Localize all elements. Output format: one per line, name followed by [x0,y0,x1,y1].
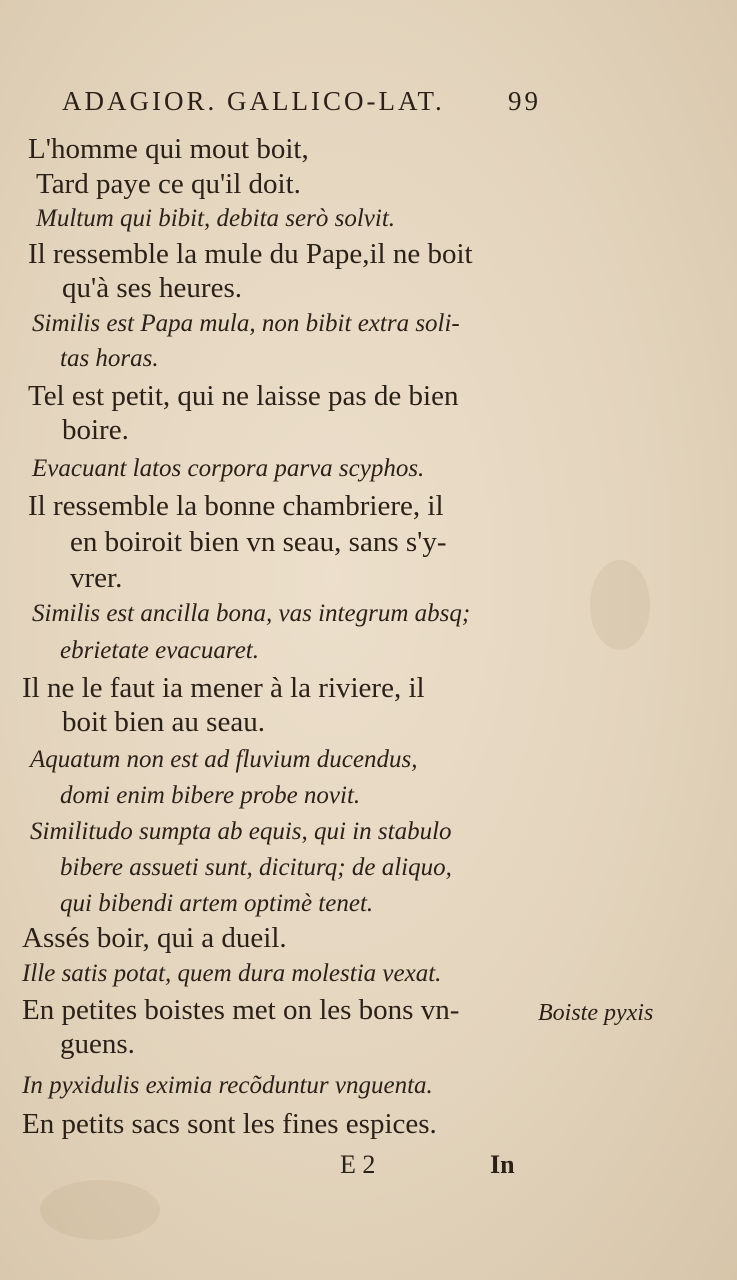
text-line: Multum qui bibit, debita serò solvit. [36,205,396,232]
text-line: Evacuant latos corpora parva scyphos. [32,455,425,482]
signature-mark: E 2 [340,1150,376,1179]
paper-stain [590,560,650,650]
text-line: vrer. [70,562,123,594]
text-line: boire. [62,414,129,446]
text-line: Ille satis potat, quem dura molestia vexat. [22,960,442,987]
text-line: qu'à ses heures. [62,272,242,304]
text-line: En petits sacs sont les fines espices. [22,1108,437,1140]
text-line: Il ressemble la bonne chambriere, il [28,490,444,522]
text-line: Similis est ancilla bona, vas integrum absq; [32,600,471,627]
page-number: 99 [508,86,541,116]
catchword: In [490,1150,515,1179]
text-line: tas horas. [60,345,159,372]
text-line: Tard paye ce qu'il doit. [36,168,301,200]
text-line: Similis est Papa mula, non bibit extra soli- [32,310,460,337]
text-line: Tel est petit, qui ne laisse pas de bien [28,380,459,412]
text-line: en boiroit bien vn seau, sans s'y- [70,526,447,558]
text-line: L'homme qui mout boit, [28,133,309,165]
text-line: Il ne le faut ia mener à la riviere, il [22,672,425,704]
text-line: Assés boir, qui a dueil. [22,922,287,954]
text-line: Aquatum non est ad fluvium ducendus, [30,746,418,773]
running-title: ADAGIOR. GALLICO-LAT. [62,86,445,116]
text-line: domi enim bibere probe novit. [60,782,361,809]
text-line: ebrietate evacuaret. [60,637,259,664]
margin-note: Boiste pyxis [538,1000,654,1026]
text-line: qui bibendi artem optimè tenet. [60,890,374,917]
text-line: boit bien au seau. [62,706,265,738]
text-line: guens. [60,1028,135,1060]
paper-stain [40,1180,160,1240]
text-line: bibere assueti sunt, diciturq; de aliquo, [60,854,452,881]
text-line: Il ressemble la mule du Pape,il ne boit [28,238,473,270]
text-line: En petites boistes met on les bons vn- [22,994,460,1026]
text-line: In pyxidulis eximia recõduntur vnguenta. [22,1072,433,1099]
text-line: Similitudo sumpta ab equis, qui in stabulo [30,818,452,845]
